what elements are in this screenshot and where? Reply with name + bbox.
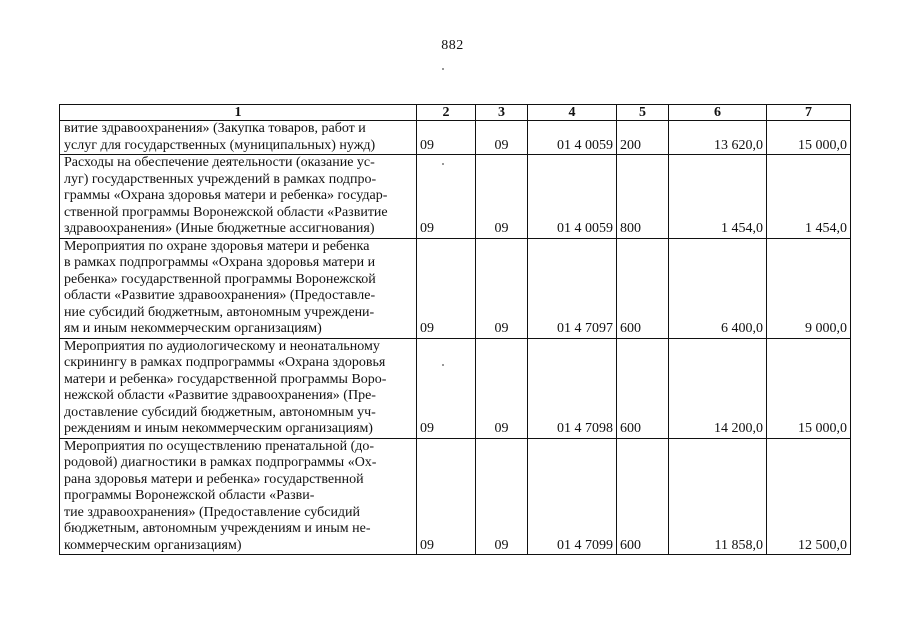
amount-col-6: 14 200,0 (669, 338, 767, 438)
table-row (60, 438, 851, 555)
section-code: 09 (417, 155, 476, 239)
column-header-3: 3 (476, 105, 528, 121)
amount-col-6: 11 858,0 (669, 438, 767, 555)
description-line: Мероприятия по осуществлению пренатальной (до- (64, 438, 375, 454)
description-line: ственной программы Воронежской области «Развитие (64, 204, 388, 220)
table-row (60, 121, 851, 155)
subsection-code: 09 (476, 338, 528, 438)
description-line: в рамках подпрограммы «Охрана здоровья матери и (64, 255, 376, 270)
description-line: ребенка» государственной программы Воронежской (64, 271, 376, 287)
description-line: Мероприятия по охране здоровья матери и ребенка (64, 238, 370, 254)
description-line: луг) государственных учреждений в рамках подпро- (64, 171, 377, 187)
expense-type-code: 200 (617, 121, 669, 155)
row-description (60, 438, 417, 555)
amount-col-6: 6 400,0 (669, 238, 767, 338)
description-line: здравоохранения» (Иные бюджетные ассигнования) (64, 221, 375, 236)
target-article-code: 01 4 7097 (528, 238, 617, 338)
column-header-5: 5 (617, 105, 669, 121)
description-line: матери и ребенка» государственной программы Воро- (64, 371, 387, 387)
target-article-code: 01 4 7098 (528, 338, 617, 438)
section-code: 09 (417, 438, 476, 555)
column-header-7: 7 (767, 105, 851, 121)
description-line: граммы «Охрана здоровья матери и ребенка» государ- (64, 188, 388, 203)
amount-col-7: 15 000,0 (767, 338, 851, 438)
subsection-code: 09 (476, 155, 528, 239)
description-line: доставление субсидий бюджетным, автономным уч- (64, 404, 376, 420)
column-header-6: 6 (669, 105, 767, 121)
subsection-code: 09 (476, 438, 528, 555)
amount-col-7: 12 500,0 (767, 438, 851, 555)
expense-type-code: 600 (617, 338, 669, 438)
column-header-1: 1 (60, 105, 417, 121)
description-line: нежской области «Развитие здравоохранения» (Пре- (64, 388, 376, 403)
description-line: родовой) диагностики в рамках подпрограммы «Ох- (64, 455, 377, 470)
column-header-4: 4 (528, 105, 617, 121)
description-line: области «Развитие здравоохранения» (Предоставле- (64, 288, 376, 303)
subsection-code: 09 (476, 238, 528, 338)
budget-table (59, 104, 851, 555)
target-article-code: 01 4 7099 (528, 438, 617, 555)
amount-col-7: 15 000,0 (767, 121, 851, 155)
description-line: ям и иным некоммерческим организациям) (64, 321, 322, 336)
row-description (60, 238, 417, 338)
section-code: 09 (417, 338, 476, 438)
column-header-2: 2 (417, 105, 476, 121)
description-line: Мероприятия по аудиологическому и неонатальному (64, 338, 380, 354)
amount-col-6: 13 620,0 (669, 121, 767, 155)
row-description (60, 155, 417, 239)
description-line: программы Воронежской области «Разви- (64, 488, 315, 503)
page-number: 882 (441, 38, 464, 53)
description-line: услуг для государственных (муниципальных) нужд) (64, 137, 376, 153)
description-line: реждениям и иным некоммерческим организациям) (64, 421, 373, 436)
amount-col-6: 1 454,0 (669, 155, 767, 239)
description-line: бюджетным, автономным учреждениям и иным не- (64, 521, 371, 536)
table-row (60, 155, 851, 239)
amount-col-7: 1 454,0 (767, 155, 851, 239)
amount-col-7: 9 000,0 (767, 238, 851, 338)
table-row (60, 238, 851, 338)
expense-type-code: 600 (617, 238, 669, 338)
section-code: 09 (417, 121, 476, 155)
row-description (60, 121, 417, 155)
subsection-code: 09 (476, 121, 528, 155)
description-line: Расходы на обеспечение деятельности (оказание ус- (64, 155, 375, 170)
target-article-code: 01 4 0059 (528, 121, 617, 155)
description-line: рана здоровья матери и ребенка» государственной (64, 471, 364, 487)
description-line: тие здравоохранения» (Предоставление субсидий (64, 504, 361, 520)
description-line: скринингу в рамках подпрограммы «Охрана здоровья (64, 355, 386, 370)
header-row (60, 105, 851, 121)
target-article-code: 01 4 0059 (528, 155, 617, 239)
description-line: ние субсидий бюджетным, автономным учреждени- (64, 304, 375, 320)
expense-type-code: 800 (617, 155, 669, 239)
table-row (60, 338, 851, 438)
row-description (60, 338, 417, 438)
description-line: витие здравоохранения» (Закупка товаров, работ и (64, 121, 366, 136)
description-line: коммерческим организациям) (64, 537, 242, 553)
expense-type-code: 600 (617, 438, 669, 555)
section-code: 09 (417, 238, 476, 338)
scan-speck (442, 68, 444, 70)
